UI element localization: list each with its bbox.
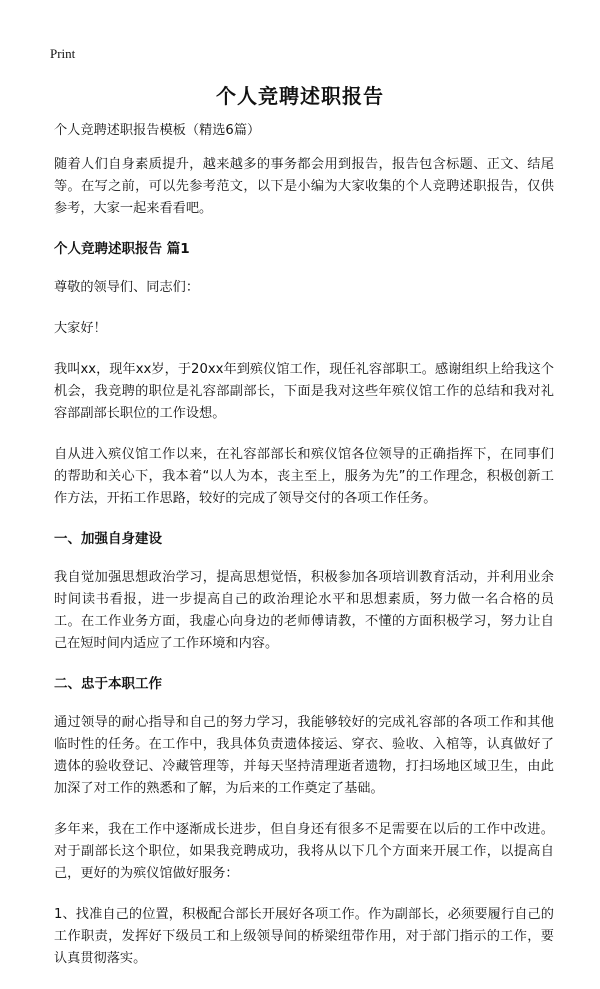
body-paragraph-1: 我叫xx，现年xx岁，于20xx年到殡仪馆工作，现任礼容部职工。感谢组织上给我这个机会，我竞聘的职位是礼容部副部长，下面是我对这些年殡仪馆工作的总结和我对礼容部副部长职位的工作设想。 <box>54 362 554 421</box>
document-subtitle: 个人竞聘述职报告模板（精选6篇） <box>54 123 261 138</box>
section-title: 个人竞聘述职报告 篇1 <box>54 241 190 257</box>
greeting-paragraph: 尊敬的领导们、同志们： <box>54 280 200 295</box>
body-paragraph-6: 1、找准自己的位置，积极配合部长开展好各项工作。作为副部长，必须要履行自己的工作职责，发挥好下级员工和上级领导间的桥梁纽带作用，对于部门指示的工作，要认真贯彻落实。 <box>54 907 554 966</box>
body-paragraph-5: 多年来，我在工作中逐渐成长进步，但自身还有很多不足需要在以后的工作中改进。对于副部长这个职位，如果我竞聘成功，我将从以下几个方面来开展工作，以提高自己，更好的为殡仪馆做好服务： <box>54 822 554 881</box>
hello-paragraph: 大家好！ <box>54 321 107 336</box>
page-title: 个人竞聘述职报告 <box>216 84 384 108</box>
body-paragraph-3: 我自觉加强思想政治学习，提高思想觉悟，积极参加各项培训教育活动，并利用业余时间读书看报，进一步提高自己的政治理论水平和思想素质，努力做一名合格的员工。在工作业务方面，我虚心向身边的老师傅请教，不懂的方面积极学习，努力让自己在短时间内适应了工作环境和内容。 <box>54 570 554 651</box>
heading-2: 二、忠于本职工作 <box>54 676 162 692</box>
heading-1: 一、加强自身建设 <box>54 531 162 547</box>
body-paragraph-4: 通过领导的耐心指导和自己的努力学习，我能够较好的完成礼容部的各项工作和其他临时性的任务。在工作中，我具体负责遗体接运、穿衣、验收、入棺等，认真做好了遗体的验收登记、冷藏管理等，并每天坚持清理逝者遗物，打扫场地区域卫生，由此加深了对工作的熟悉和了解，为后来的工作奠定了基础。 <box>54 715 554 796</box>
body-paragraph-2: 自从进入殡仪馆工作以来，在礼容部部长和殡仪馆各位领导的正确指挥下，在同事们的帮助和关心下，我本着“以人为本，丧主至上，服务为先”的工作理念，积极创新工作方法，开拓工作思路，较好的完成了领导交付的各项工作任务。 <box>54 447 554 506</box>
print-label[interactable]: Print <box>50 46 76 61</box>
intro-paragraph: 随着人们自身素质提升，越来越多的事务都会用到报告，报告包含标题、正文、结尾等。在写之前，可以先参考范文，以下是小编为大家收集的个人竞聘述职报告，仅供参考，大家一起来看看吧。 <box>54 157 554 216</box>
document-body <box>54 120 554 989</box>
